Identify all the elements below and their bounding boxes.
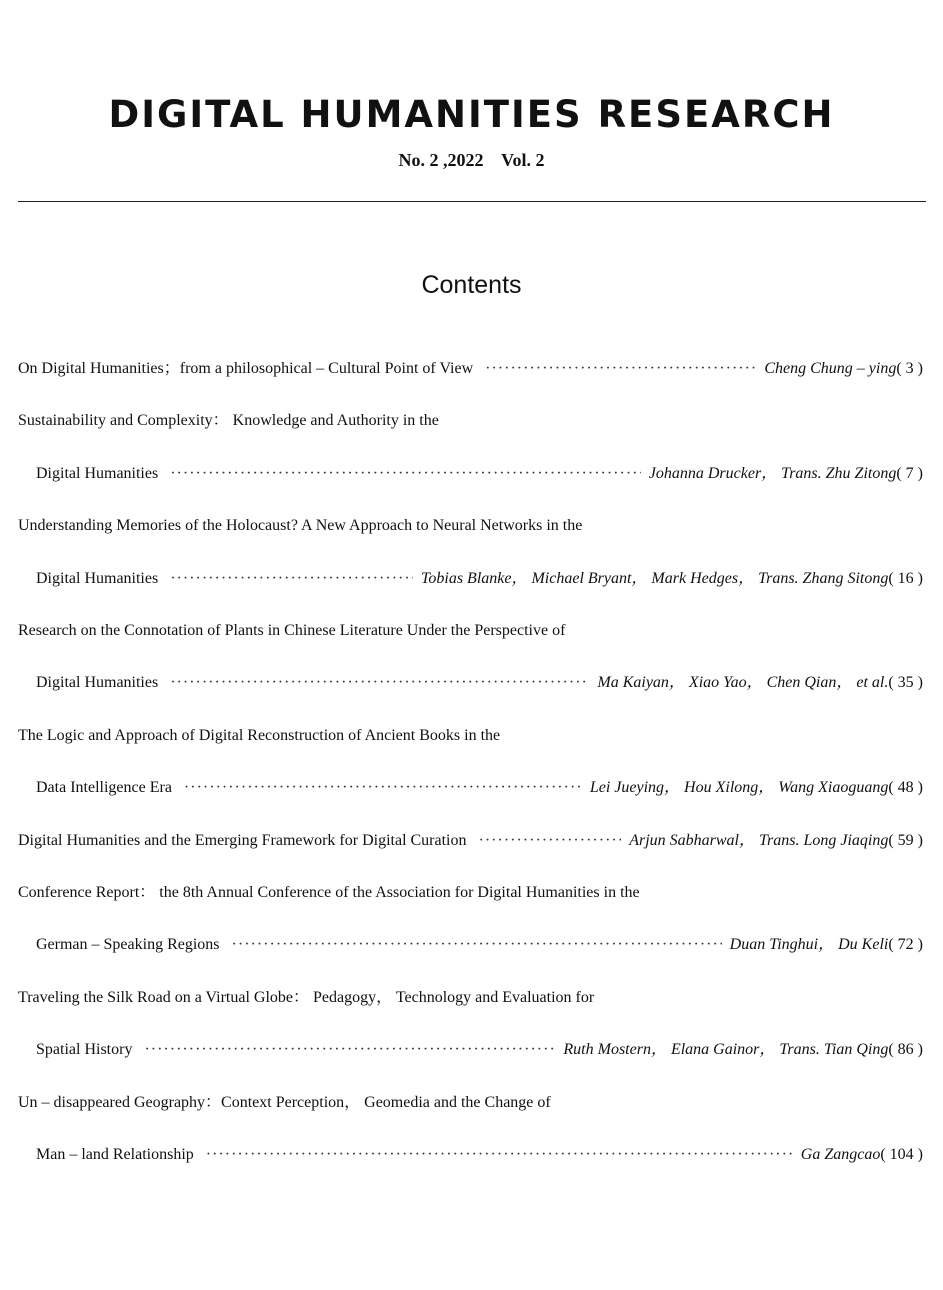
- entry-authors: Ga Zangcao: [800, 1146, 881, 1163]
- entry-title: Conference Report： the 8th Annual Conference of the Association for Digital Humanities in the: [18, 884, 640, 901]
- entry-title: Digital Humanities: [36, 465, 159, 482]
- journal-title: DIGITAL HUMANITIES RESEARCH: [108, 93, 835, 136]
- entry-title-line: [18, 828, 923, 854]
- entry-page: ( 59 ): [888, 832, 923, 849]
- entry-title-continuation: [36, 932, 923, 958]
- entry-title: The Logic and Approach of Digital Reconstruction of Ancient Books in the: [18, 727, 501, 744]
- entry-authors: Duan Tinghui， Du Keli: [729, 936, 889, 953]
- entry-title-continuation: [36, 566, 923, 592]
- entry-page: ( 86 ): [888, 1041, 923, 1058]
- entry-title-continuation: [36, 670, 923, 696]
- entry-authors: Johanna Drucker， Trans. Zhu Zitong: [648, 465, 897, 482]
- entry-page: ( 48 ): [888, 779, 923, 796]
- entry-page: ( 3 ): [896, 360, 923, 377]
- entry-title: Digital Humanities and the Emerging Framework for Digital Curation: [18, 832, 467, 849]
- leader-dots: [144, 1037, 555, 1063]
- entry-authors: Ma Kaiyan， Xiao Yao， Chen Qian， et al.: [597, 674, 889, 691]
- entry-title: Data Intelligence Era: [36, 779, 172, 796]
- entry-title-continuation: [36, 775, 923, 801]
- leader-dots: [170, 670, 589, 696]
- entry-title: German – Speaking Regions: [36, 936, 220, 953]
- entry-title: Research on the Connotation of Plants in Chinese Literature Under the Perspective of: [18, 622, 566, 639]
- entry-title: Man – land Relationship: [36, 1146, 194, 1163]
- entry-title-continuation: [36, 1142, 923, 1168]
- entry-title-line: [18, 1090, 923, 1116]
- entry-title: Sustainability and Complexity： Knowledge and Authority in the: [18, 412, 439, 429]
- entry-page: ( 72 ): [888, 936, 923, 953]
- leader-dots: [232, 932, 722, 958]
- leader-dots: [184, 775, 582, 801]
- leader-dots: [485, 356, 756, 382]
- entry-title-continuation: [36, 1037, 923, 1063]
- contents-heading: Contents: [421, 271, 522, 299]
- leader-dots: [170, 461, 641, 487]
- entry-title: Traveling the Silk Road on a Virtual Globe： Pedagogy， Technology and Evaluation for: [18, 989, 595, 1006]
- issue-info: No. 2 ,2022 Vol. 2: [398, 150, 545, 170]
- entry-authors: Ruth Mostern， Elana Gainor， Trans. Tian Qing: [563, 1041, 889, 1058]
- entry-title: Spatial History: [36, 1041, 133, 1058]
- entry-title-line: [18, 513, 923, 539]
- entry-authors: Tobias Blanke， Michael Bryant， Mark Hedges， Trans. Zhang Sitong: [420, 570, 889, 587]
- entry-title-line: [18, 723, 923, 749]
- entry-title-line: [18, 356, 923, 382]
- entry-page: ( 104 ): [880, 1146, 923, 1163]
- entry-title-continuation: [36, 461, 923, 487]
- entry-title-line: [18, 618, 923, 644]
- entry-title: Un – disappeared Geography：Context Perception， Geomedia and the Change of: [18, 1094, 551, 1111]
- entry-title-line: [18, 985, 923, 1011]
- entry-page: ( 7 ): [896, 465, 923, 482]
- entry-page: ( 16 ): [888, 570, 923, 587]
- entry-authors: Arjun Sabharwal， Trans. Long Jiaqing: [629, 832, 889, 849]
- entry-title: Digital Humanities: [36, 674, 159, 691]
- leader-dots: [479, 828, 622, 854]
- entry-title: Understanding Memories of the Holocaust? A New Approach to Neural Networks in the: [18, 517, 583, 534]
- entry-title-line: [18, 880, 923, 906]
- entry-title: On Digital Humanities；from a philosophical – Cultural Point of View: [18, 360, 474, 377]
- entry-title: Digital Humanities: [36, 570, 159, 587]
- leader-dots: [170, 566, 413, 592]
- entry-authors: Lei Jueying， Hou Xilong， Wang Xiaoguang: [589, 779, 889, 796]
- entry-page: ( 35 ): [888, 674, 923, 691]
- leader-dots: [206, 1142, 793, 1168]
- entry-authors: Cheng Chung – ying: [764, 360, 897, 377]
- entry-title-line: [18, 408, 923, 434]
